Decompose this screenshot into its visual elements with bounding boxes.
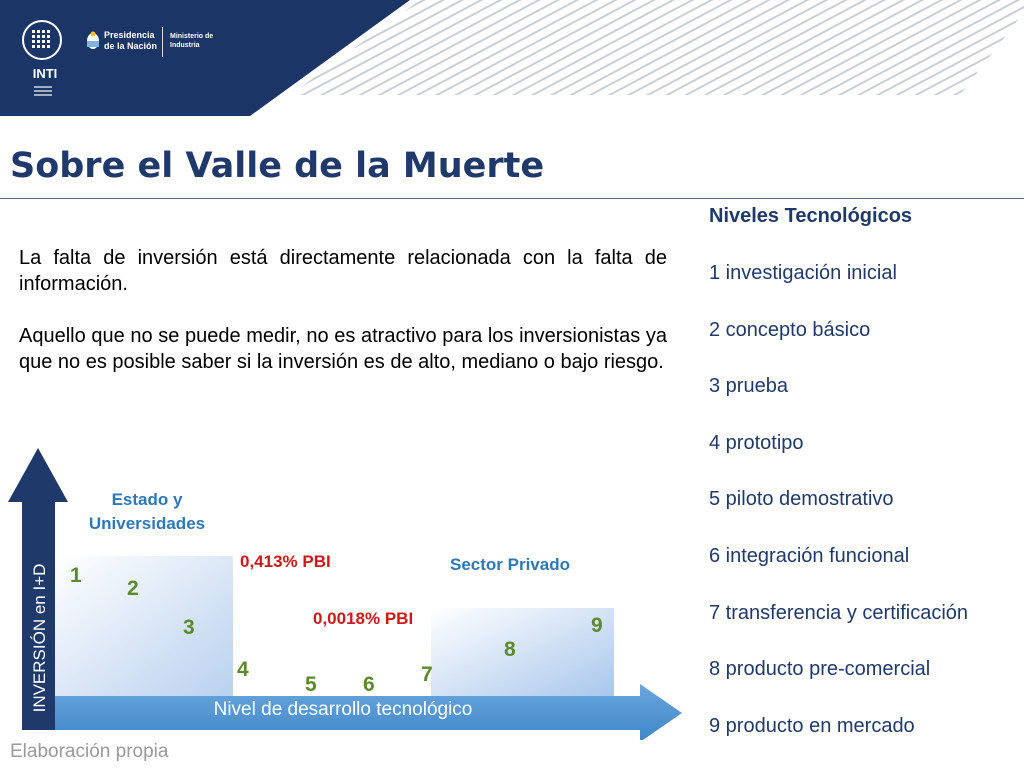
private-sector-label: Sector Privado xyxy=(450,555,570,574)
level-item: 4 prototipo xyxy=(709,431,804,454)
level-item: 6 integración funcional xyxy=(709,544,910,567)
pbi-public-label: 0,413% PBI xyxy=(240,552,331,571)
y-axis-label: INVERSIÓN en I+D xyxy=(30,563,49,713)
level-number-2: 2 xyxy=(127,577,139,600)
level-item: 9 producto en mercado xyxy=(709,714,915,737)
level-number-7: 7 xyxy=(421,663,433,686)
pbi-private-label: 0,0018% PBI xyxy=(313,609,414,628)
level-number-4: 4 xyxy=(237,658,249,681)
level-number-8: 8 xyxy=(504,638,516,661)
diagram-graphics xyxy=(0,440,700,740)
level-item: 7 transferencia y certificación xyxy=(709,601,969,624)
level-number-5: 5 xyxy=(305,673,317,696)
level-item: 2 concepto básico xyxy=(709,318,871,341)
public-sector-label: Estado y Universidades xyxy=(88,490,206,533)
page-title: Sobre el Valle de la Muerte xyxy=(10,146,545,186)
inti-logo-text: INTI xyxy=(32,66,58,81)
levels-list xyxy=(709,259,968,768)
national-shield-icon xyxy=(86,30,100,50)
level-number-1: 1 xyxy=(70,564,82,587)
level-item: 5 piloto demostrativo xyxy=(709,488,894,511)
header-divider xyxy=(162,27,163,57)
paragraph-risk: Aquello que no se puede medir, no es atractivo para los inversionistas ya que no es posible saber si la inversión es de alto, mediano o bajo riesgo. xyxy=(19,325,667,373)
source-footnote: Elaboración propia xyxy=(10,741,169,762)
x-axis-label: Nivel de desarrollo tecnológico xyxy=(213,699,473,720)
title-divider xyxy=(0,198,1024,199)
level-number-3: 3 xyxy=(183,616,195,639)
private-investment-block xyxy=(431,608,614,696)
paragraph-investment: La falta de inversión está directamente relacionada con la falta de información. xyxy=(19,247,667,295)
level-item: 8 producto pre-comercial xyxy=(709,658,931,681)
header-banner xyxy=(0,0,1024,116)
inti-logo-icon xyxy=(20,18,68,100)
levels-title: Niveles Tecnológicos xyxy=(709,205,913,227)
valley-of-death-diagram xyxy=(0,440,700,740)
level-number-6: 6 xyxy=(363,673,375,696)
level-number-9: 9 xyxy=(591,614,603,637)
presidencia-label: Presidencia de la Nación xyxy=(104,30,158,51)
header-background xyxy=(0,0,1024,116)
level-item: 3 prueba xyxy=(709,375,788,398)
level-item: 1 investigación inicial xyxy=(709,262,897,284)
ministerio-label: Ministerio de Industria xyxy=(170,33,214,49)
